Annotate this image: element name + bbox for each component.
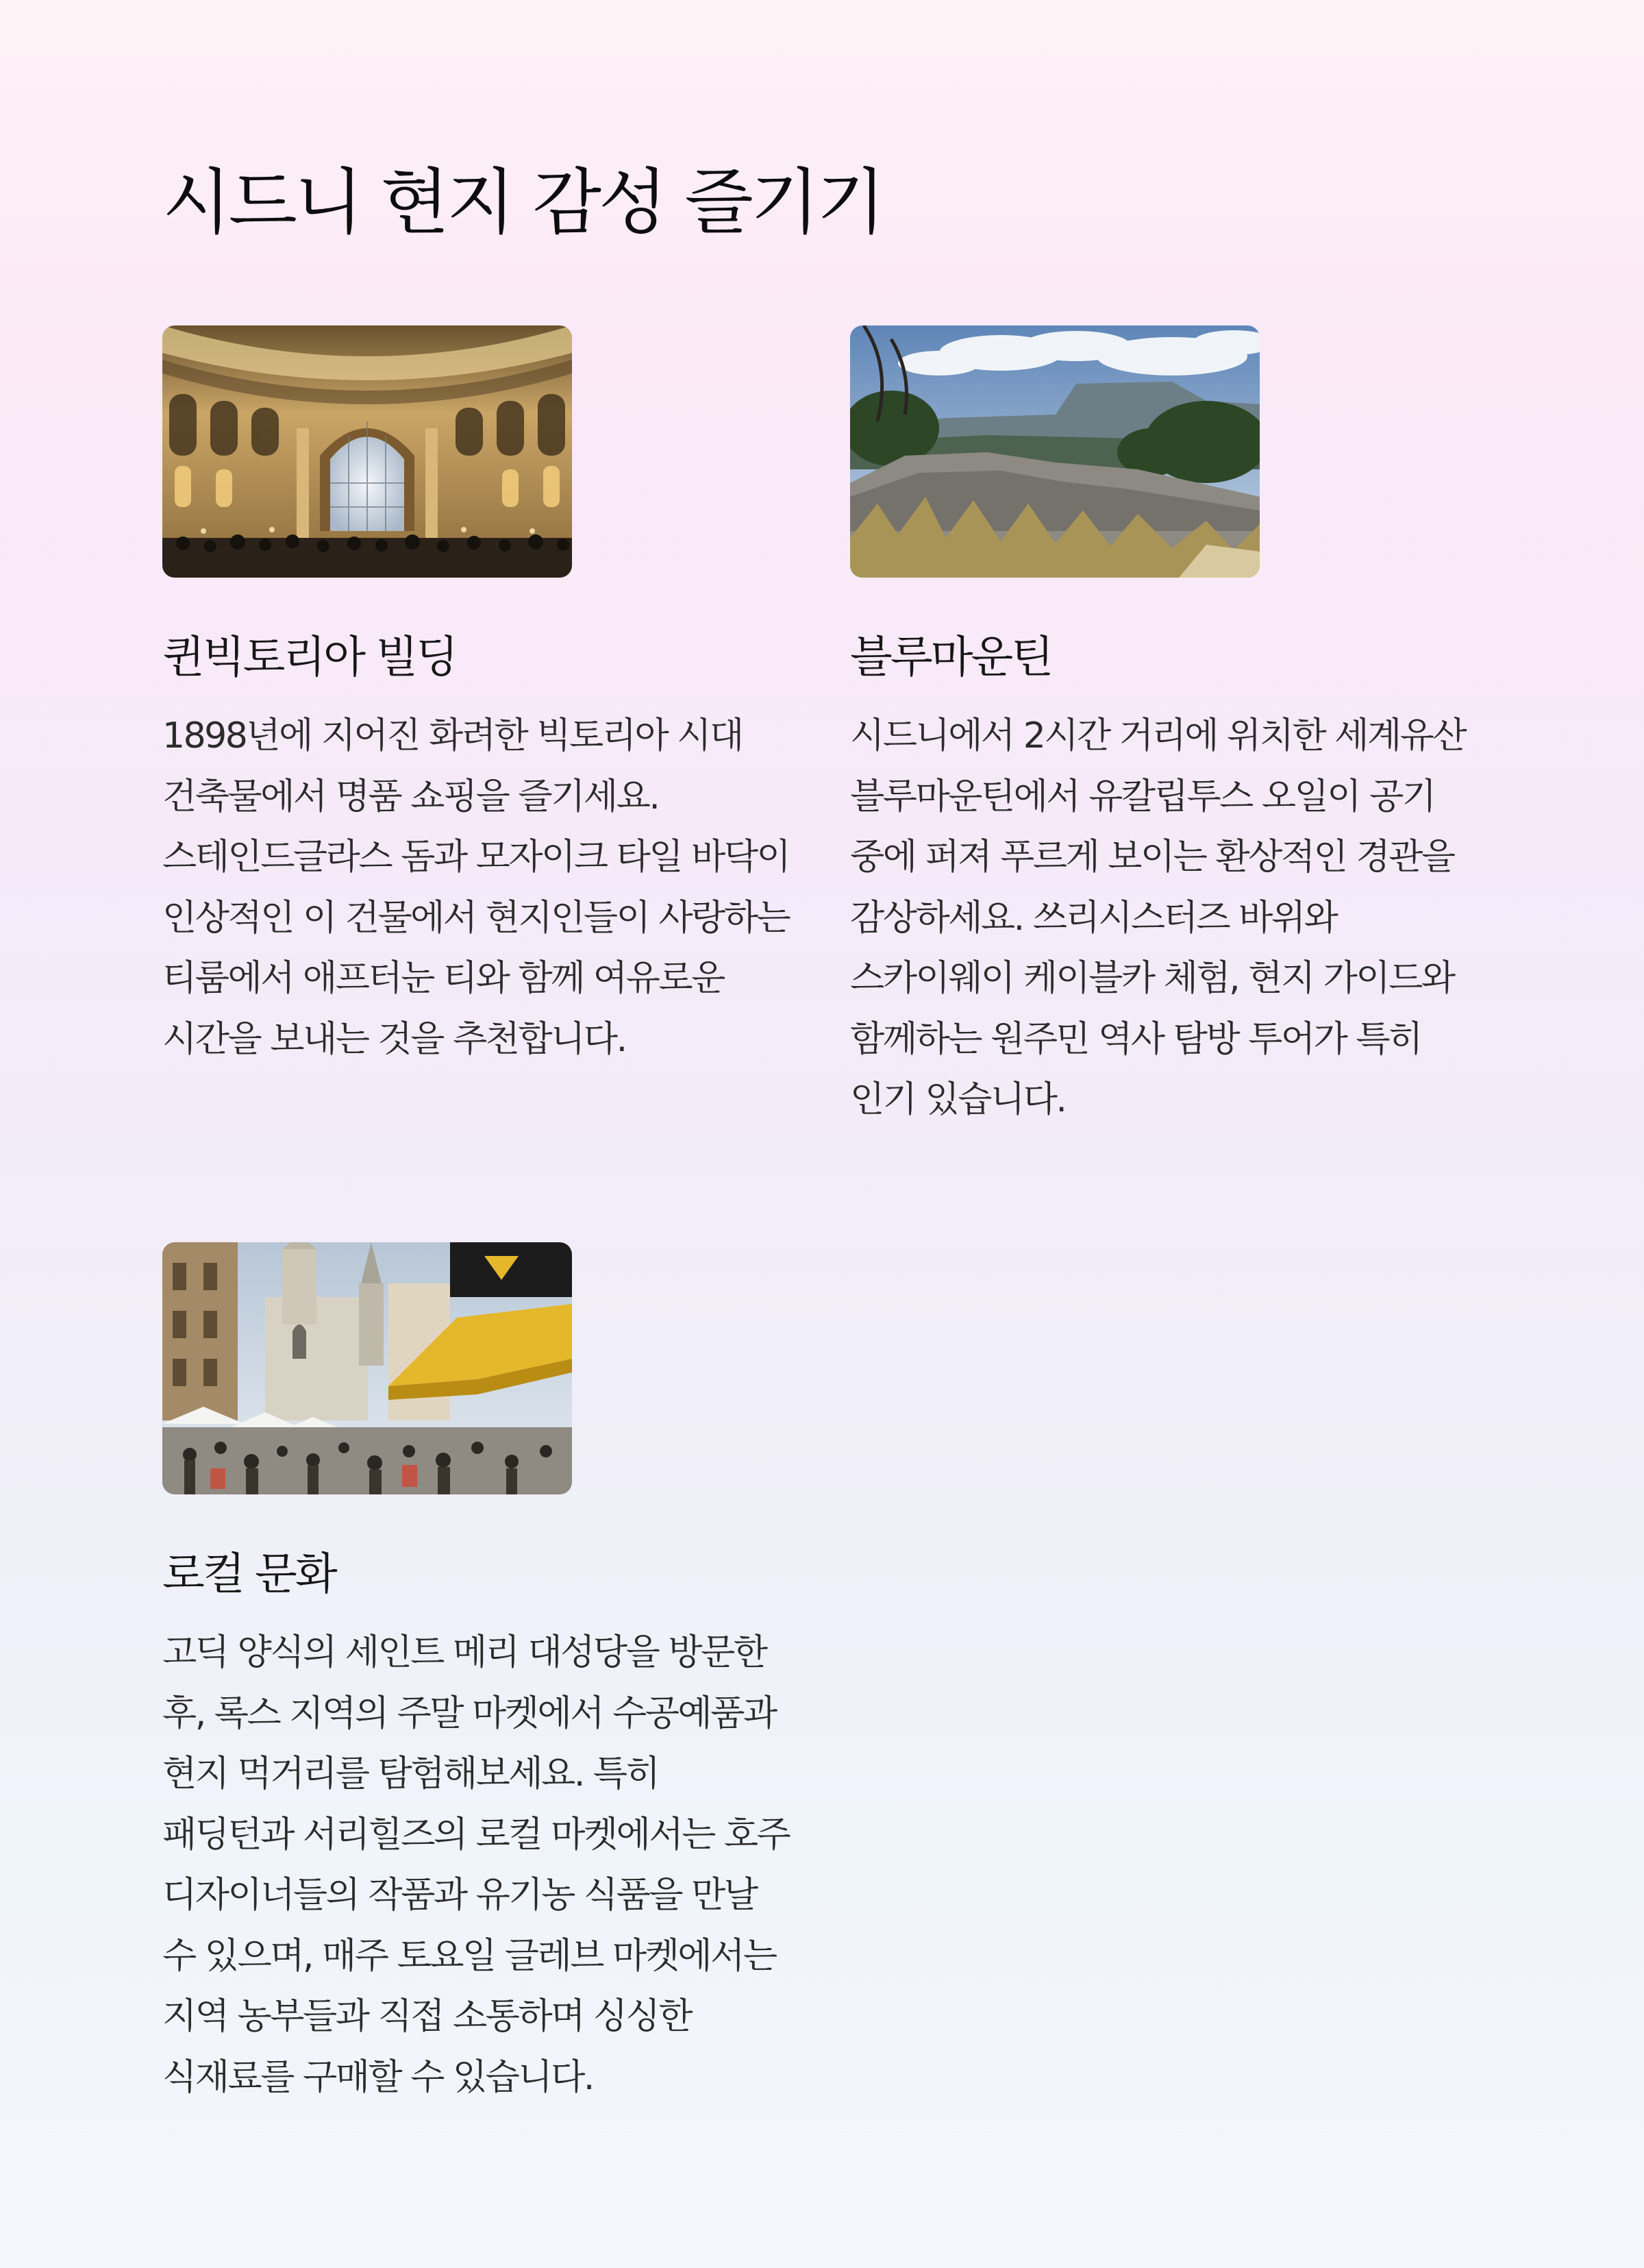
local-culture-photo (162, 1242, 572, 1494)
qvb-illustration (162, 325, 572, 578)
card-description: 고딕 양식의 세인트 메리 대성당을 방문한 후, 록스 지역의 주말 마켓에서 수공예품과 현지 먹거리를 탐험해보세요. 특히 패딩턴과 서리힐즈의 로컬 마켓에서는 호주 디자이너들의 작품과 유기농 식품을 만날 수 있으며, 매주 토요일 글레브 마켓에서는 지역 농부들과 직접 소통하며 싱싱한 식재료를 구매할 수 있습니다. (162, 1632, 790, 2098)
card-title: 로컬 문화 (162, 1549, 336, 1600)
qvb-photo (162, 325, 572, 578)
card-title: 퀸빅토리아 빌딩 (162, 632, 457, 683)
blue-mountains-photo (850, 325, 1260, 578)
page-title: 시드니 현지 감성 즐기기 (162, 160, 883, 244)
card-description: 시드니에서 2시간 거리에 위치한 세계유산 블루마운틴에서 유칼립투스 오일이 공기 중에 퍼져 푸르게 보이는 환상적인 경관을 감상하세요. 쓰리시스터즈 바위와 스카이웨이 케이블카 체험, 현지 가이드와 함께하는 원주민 역사 탐방 투어가 특히 인기 있습니다. (850, 715, 1466, 1120)
street-market-illustration (162, 1242, 572, 1494)
card-description: 1898년에 지어진 화려한 빅토리아 시대 건축물에서 명품 쇼핑을 즐기세요. 스테인드글라스 돔과 모자이크 타일 바닥이 인상적인 이 건물에서 현지인들이 사랑하는 티룸에서 애프터눈 티와 함께 여유로운 시간을 보내는 것을 추천합니다. (162, 715, 790, 1060)
blue-mountains-illustration (850, 325, 1260, 578)
card-title: 블루마운틴 (850, 632, 1052, 683)
